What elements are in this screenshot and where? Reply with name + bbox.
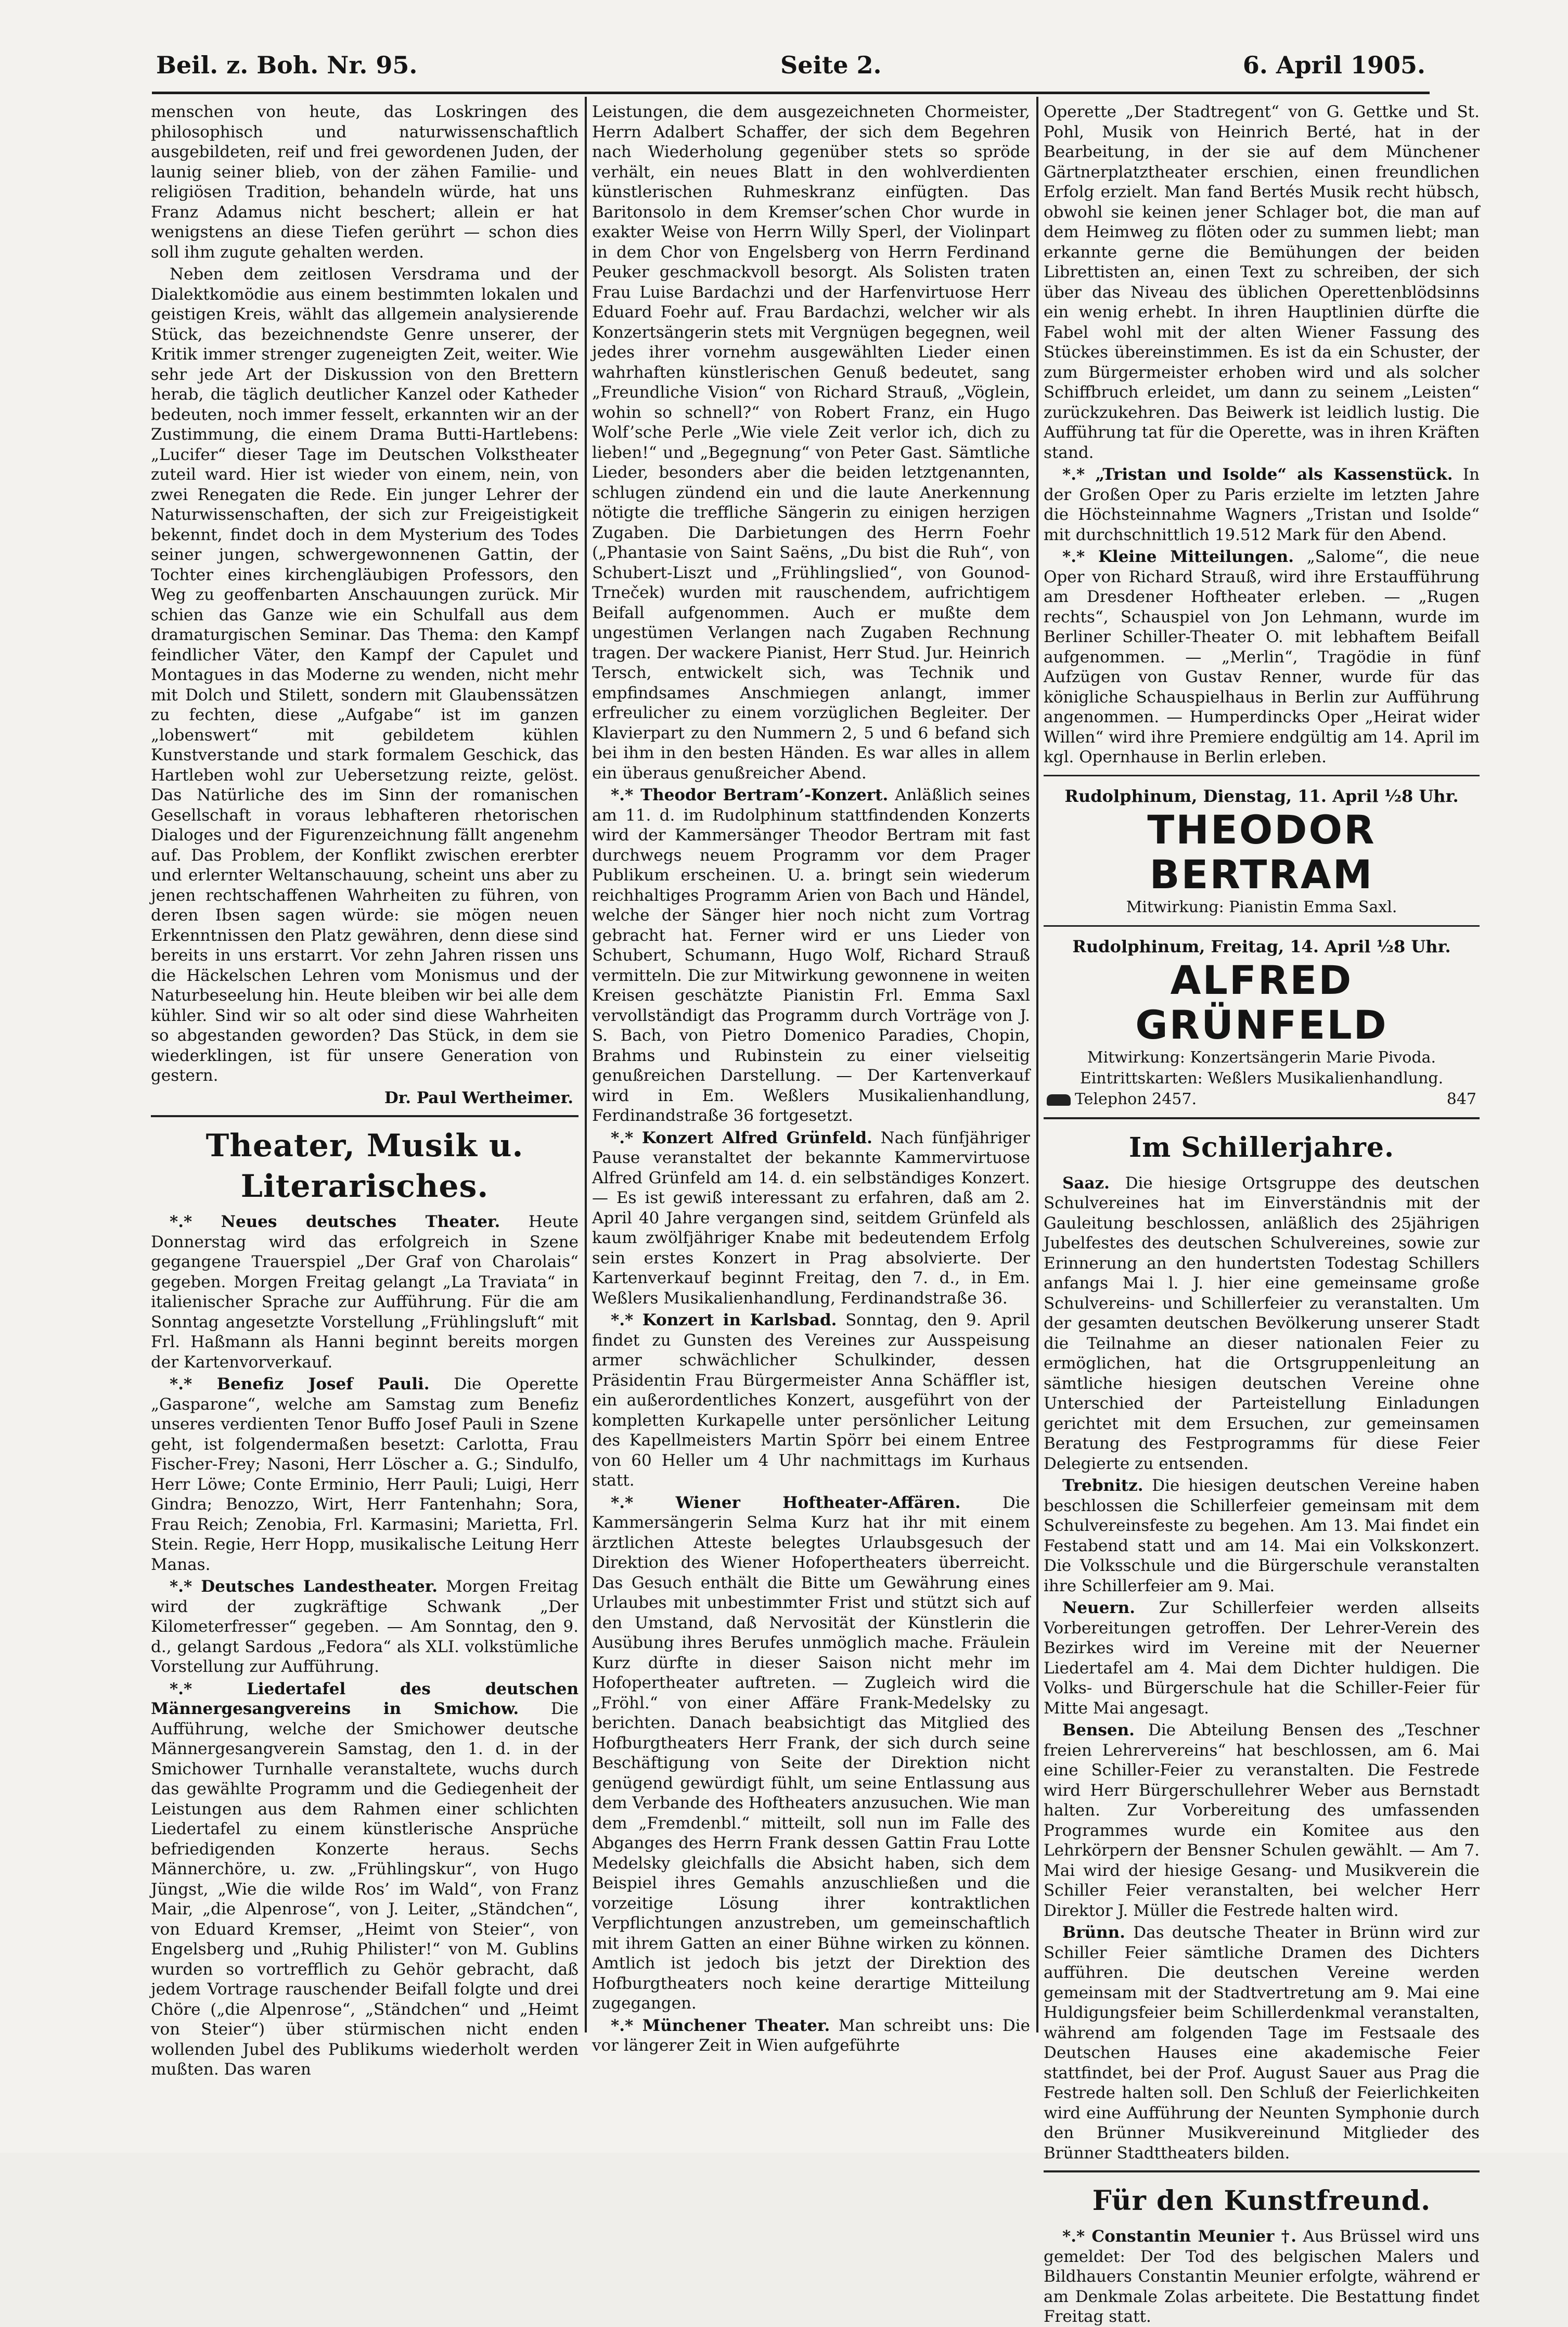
item-lead: Wiener Hoftheater-Affären. [675, 1493, 961, 1512]
item-text: Die Abteilung Bensen des „Teschner freien Lehrervereins“ hat beschlossen, am 6. Mai eine Schiller-Feier zu veranstalten. Die Festrede wird Herr Bürgerschullehrer Weber aus Bernstadt halten. Zur Vorbereitung des umfassenden Programmes wurde ein Komitee aus den Lehrkörpern der Bensner Schulen gewählt. — Am 7. Mai wird der hiesige Gesang- und Musikverein die Schiller Feier veranstalten, bei welcher Herr Direktor J. Müller die Festrede halten wird. [1044, 1721, 1480, 1920]
section-rule [1044, 1117, 1480, 1119]
ad-venue-date: Rudolphinum, Freitag, 14. April ½8 Uhr. [1072, 936, 1451, 956]
news-item [151, 1577, 579, 1677]
article-paragraph: Neben dem zeitlosen Versdrama und der Dialektkomödie aus einem bestimmten lokalen und geistigen Kreis, wählt das allgemein analysierende Stück, das bezeichnendste Genre unserer, der Kritik immer strenger zugeneigten Zeit, weiter. Wie sehr jede Art der Diskussion von den Brettern herab, die täglich deutlicher Kanzel oder Katheder bedeuten, noch immer fesselt, erkannten wir an der Zustimmung, die einem Drama Butti-Hartlebens: „Lucifer“ dieser Tage im Deutschen Volkstheater zuteil ward. Hier ist wieder von einem, nein, von zwei Renegaten die Rede. Ein junger Lehrer der Naturwissenschaften, der sich zur Freigeistigkeit bekennt, findet doch in dem Mysterium des Todes seiner jungen, schwergewonnenen Gattin, der Tochter eines kirchengläubigen Professors, den Weg zu geoffenbarten Anschauungen zurück. Mir schien das Ganze wie ein Schulfall aus dem dramaturgischen Seminar. Das Thema: den Kampf feindlicher Väter, den Kampf der Capulet und Montagues in das Moderne zu wenden, nicht mehr mit Dolch und Stilett, sondern mit Glaubenssätzen zu fechten, diese „Aufgabe“ ist im ganzen „lobenswert“ mit gebildetem kühlen Kunstverstande und stark formalem Geschick, das Hartleben wohl zur Uebersetzung reizte, gelöst. Das Natürliche des im Sinn der romanischen Gesellschaft in voraus lebhafteren rhetorischen Dialoges und der Figurenzeichnung fällt angenehm auf. Das Problem, der Konflikt zwischen ererbter und erlernter Weltanschauung, scheint uns aber zu jenen rechtschaffenen Wahrheiten zu führen, von deren Ibsen sagen würde: sie mögen neuen Erkenntnissen den Platz gewähren, denn diese sind bereits in uns erstarrt. Vor zehn Jahren rissen uns die Häckelschen Lehren vom Monismus und der Naturbeseelung hin. Heute bleiben wir bei alle dem kühler. Sind wir so alt oder sind diese Wahrheiten so abgestanden geworden? Das Stück, in dem sie wiederklingen, ist für unsere Generation von gestern. [151, 265, 579, 1085]
item-lead: Münchener Theater. [642, 2016, 830, 2035]
telephone-icon [1047, 1094, 1071, 1106]
issue-number: Beil. z. Boh. Nr. 95. [156, 51, 418, 79]
item-text: In der Großen Oper zu Paris erzielte im letzten Jahre die Höchsteinnahme Wagners „Tristan und Isolde“ mit durchschnittlich 19.512 Mark für den Abend. [1044, 465, 1480, 544]
section-heading-schiller: Im Schillerjahre. [1128, 1131, 1395, 1164]
item-text: Morgen Freitag wird der zugkräftige Schwank „Der Kilometerfresser“ gegeben. — Am Sonntag, den 9. d., gelangt Sardous „Fedora“ als XLI. volkstümliche Vorstellung zur Aufführung. [151, 1577, 579, 1676]
issue-date: 6. April 1905. [1242, 51, 1425, 79]
news-item [592, 2016, 1030, 2056]
ad-participation: Mitwirkung: Pianistin Emma Saxl. [1126, 898, 1397, 916]
item-lead: Bensen. [1062, 1721, 1135, 1740]
asterism-icon: *.* [611, 2016, 642, 2035]
section-heading-kunst: Für den Kunstfreund. [1092, 2185, 1431, 2217]
column-1 [151, 102, 579, 2095]
asterism-icon: *.* [611, 786, 641, 804]
item-text: Die hiesige Ortsgruppe des deutschen Schulvereines hat im Einverständnis mit der Gauleitung beschlossen, anläßlich des 25jährigen Jubelfestes des deutschen Schulvereines, sowie zur Erinnerung an den hundertsten Todestag Schillers anfangs Mai l. J. hier eine gemeinsame große Schulvereins- und Schillerfeier zu veranstalten. Um der gesamten deutschen Bevölkerung unserer Stadt die Teilnahme an dieser nationalen Feier zu ermöglichen, hat die Ortsgruppenleitung an sämtliche hiesigen deutschen Vereine ohne Unterschied der Parteistellung Einladungen gerichtet mit dem Ersuchen, zur gemeinsamen Beratung des Festprogramms für diese Feier Delegierte zu entsenden. [1044, 1173, 1480, 1473]
item-text: Aus Brüssel wird uns gemeldet: Der Tod des belgischen Malers und Bildhauers Constantin Meunier erfolgte, während er am Denkmale Zolas arbeitete. Die Bestattung findet Freitag statt. [1044, 2227, 1480, 2326]
item-lead: Constantin Meunier †. [1091, 2227, 1297, 2246]
news-item [1044, 1173, 1480, 1474]
item-lead: Deutsches Landestheater. [201, 1577, 438, 1596]
news-item [1044, 1598, 1480, 1718]
section-heading-theater: Theater, Musik u. Literarisches. [205, 1128, 524, 1205]
column-divider [1036, 97, 1038, 2032]
item-lead: Neuern. [1062, 1599, 1135, 1617]
news-item [1044, 1476, 1480, 1596]
ad-performer: ALFRED GRÜNFELD [1135, 956, 1388, 1048]
page-number: Seite 2. [780, 51, 882, 79]
page-header [156, 45, 1425, 92]
news-item [1044, 465, 1480, 545]
asterism-icon: *.* [170, 1375, 217, 1393]
column-2 [592, 102, 1030, 2095]
section-rule [151, 1115, 579, 1117]
column-3 [1044, 102, 1480, 2326]
header-rule [152, 92, 1430, 94]
item-text: Das deutsche Theater in Brünn wird zur Schiller Feier sämtliche Dramen des Dichters aufführen. Die deutschen Vereine werden gemeinsam mit der Stadtvertretung am 9. Mai eine Huldigungsfeier beim Schillerdenkmal veranstalten, während am folgenden Tage im Festsaale des Deutschen Hauses eine akademische Feier stattfindet, bei der Prof. August Sauer aus Prag die Festrede halten soll. Den Schluß der Feierlichkeiten wird eine Aufführung der Neunten Symphonie durch den Brünner Musikvereinund Mitglieder des Brünner Stadttheaters bilden. [1044, 1923, 1480, 2163]
news-item [592, 1493, 1030, 2014]
asterism-icon: *.* [1062, 547, 1098, 566]
news-item [1044, 547, 1480, 768]
asterism-icon: *.* [611, 1493, 676, 1512]
ad-performer: THEODOR BERTRAM [1147, 806, 1376, 898]
item-lead: Trebnitz. [1062, 1476, 1143, 1495]
section-rule [1044, 2170, 1480, 2172]
item-text: Die Kammersängerin Selma Kurz hat ihr mit einem ärztlichen Atteste belegtes Urlaubsgesuch der Direktion des Wiener Hofopertheaters überreicht. Das Gesuch enthält die Bitte um Gewährung eines Urlaubes mit unbestimmter Frist und stützt sich auf den Umstand, daß Nervosität der Künstlerin die Ausübung ihres Berufes unmöglich mache. Fräulein Kurz dürfte in dieser Saison nicht mehr im Hofopertheater auftreten. — Zugleich wird die „Fröhl.“ von einer Affäre Frank-Medelsky zu berichten. Danach beabsichtigt das Mitglied des Hofburgtheaters Herr Frank, der sich durch seine Beschäftigung von Seite der Direktion nicht genügend gewürdigt fühlt, um seine Entlassung aus dem Verbande des Hoftheaters anzusuchen. Wie man dem „Fremdenbl.“ mitteilt, soll nun im Falle des Abganges des Herrn Frank dessen Gattin Frau Lotte Medelsky gleichfalls die Absicht haben, sich dem Beispiel ihres Gemahls anzuschließen und die vorzeitige Lösung ihrer kontraktlichen Verpflichtungen anzustreben, um gemeinschaftlich mit ihrem Gatten an einer Bühne wirken zu können. Amtlich ist jedoch bis jetzt der Direktion des Hofburgtheaters noch keine derartige Mitteilung zugegangen. [592, 1493, 1030, 2013]
item-text: Heute Donnerstag wird das erfolgreich in Szene gegangene Trauerspiel „Der Graf von Charolais“ gegeben. Morgen Freitag gelangt „La Traviata“ in italienischer Sprache zur Aufführung. Für die am Sonntag angesetzte Vorstellung „Frühlingsluft“ mit Frl. Haßmann als Hanni beginnt bereits morgen der Kartenvorverkauf. [151, 1212, 579, 1372]
item-lead: Brünn. [1062, 1923, 1125, 1942]
item-lead: Theodor Bertram’-Konzert. [640, 786, 889, 804]
item-lead: Kleine Mitteilungen. [1098, 547, 1294, 566]
asterism-icon: *.* [170, 1212, 221, 1231]
column-divider [585, 97, 587, 2032]
item-text: Die Aufführung, welche der Smichower deutsche Männergesangverein Samstag, den 1. d. in der Smichower Turnhalle veranstaltete, wuchs durch das gewählte Programm und die Gediegenheit der Leistungen aus dem Rahmen einer schlichten Liedertafel zu einem künstlerische Ansprüche befriedigenden Konzerte heraus. Sechs Männerchöre, u. zw. „Frühlingskur“, von Hugo Jüngst, „Wie die wilde Ros’ im Wald“, von Franz Mair, „die Alpenrose“, von J. Leiter, „Ständchen“, von Eduard Kremser, „Heimt von Steier“, von Engelsberg und „Ruhig Philister!“ von M. Gublins wurden so vortrefflich zu Gehör gebracht, daß jedem Vortrage rauschender Beifall folgte und drei Chöre („die Alpenrose“, „Ständchen“ und „Heimt von Steier“) über stürmischen nicht enden wollenden Jubel des Publikums wiederholt werden mußten. Das waren [151, 1699, 579, 2079]
item-text: „Salome“, die neue Oper von Richard Strauß, wird ihre Erstaufführung am Dresdener Hoftheater erleben. — „Rugen rechts“, Schauspiel von Jon Lehmann, wurde im Berliner Schiller-Theater O. mit lebhaftem Beifall aufgenommen. — „Merlin“, Tragödie in fünf Aufzügen von Gustav Renner, wurde für das königliche Schauspielhaus in Berlin zur Aufführung angenommen. — Humperdincks Oper „Heirat wider Willen“ wird ihre Premiere endgültig am 14. April im kgl. Opernhause in Berlin erleben. [1044, 547, 1480, 766]
asterism-icon: *.* [1062, 2227, 1092, 2246]
news-item [592, 1310, 1030, 1491]
item-text: Sonntag, den 9. April findet zu Gunsten des Vereines zur Ausspeisung armer schwächlicher Schulkinder, dessen Präsidentin Frau Bürgermeister Anna Schäffler ist, ein außerordentliches Konzert, ausgeführt von der kompletten Kurkapelle unter persönlicher Leitung des Kapellmeisters Martin Spörr bei einem Entree von 60 Heller um 4 Uhr nachmittags im Kurhaus statt. [592, 1311, 1030, 1490]
news-item [1044, 1923, 1480, 2163]
ad-phone-row [1044, 1089, 1480, 1110]
ad-rule [1044, 775, 1480, 776]
item-lead: Konzert Alfred Grünfeld. [641, 1128, 872, 1147]
asterism-icon: *.* [611, 1128, 642, 1147]
ad-venue-date: Rudolphinum, Dienstag, 11. April ½8 Uhr. [1064, 786, 1459, 806]
news-item [592, 785, 1030, 1126]
news-item [592, 1128, 1030, 1309]
ad-phone-number: Telephon 2457. [1075, 1090, 1197, 1108]
item-lead: Neues deutsches Theater. [221, 1212, 500, 1231]
concert-ad-gruenfeld [1044, 935, 1480, 1110]
news-item [1044, 2227, 1480, 2327]
asterism-icon: *.* [1062, 465, 1096, 484]
article-paragraph: menschen von heute, das Loskringen des philosophisch und naturwissenschaftlich ausgebildeten, reif und frei gewordenen Juden, der launig seiner blieb, von der zähen Familie- und religiösen Tradition, behandeln würde, hat uns Franz Adamus nicht beschert; allein er hat wenigstens an diese Tiefen gerührt — schon dies soll ihm zugute gehalten werden. [151, 103, 579, 262]
item-text: Man schreibt uns: Die vor längerer Zeit in Wien aufgeführte [592, 2016, 1030, 2055]
ad-rule [1044, 925, 1480, 927]
ad-phone [1047, 1089, 1197, 1110]
ad-participation: Mitwirkung: Konzertsängerin Marie Pivoda. [1087, 1048, 1436, 1067]
item-text: Die Operette „Gasparone“, welche am Samstag zum Benefiz unseres verdienten Tenor Buffo Josef Pauli in Szene geht, ist folgendermaßen besetzt: Carlotta, Frau Fischer-Frey; Nasoni, Herr Löscher a. G.; Sindulfo, Herr Löwe; Conte Erminio, Herr Pauli; Luigi, Herr Gindra; Benozzo, Wirt, Herr Fantenhahn; Sora, Frau Reich; Zenobia, Frl. Karmasini; Marietta, Frl. Stein. Regie, Herr Hopp, musikalische Leitung Herr Manas. [151, 1375, 579, 1574]
item-text: Nach fünfjähriger Pause veranstaltet der bekannte Kammervirtuose Alfred Grünfeld am 14. d. ein selbständiges Konzert. — Es ist gewiß interessant zu erfahren, daß am 2. April 40 Jahre vergangen sind, seitdem Grünfeld als kaum zwölfjähriger Knabe mit bedeutendem Erfolg sein erstes Konzert in Prag absolvierte. Der Kartenverkauf beginnt Freitag, den 7. d., in Em. Weßlers Musikalienhandlung, Ferdinandstraße 36. [592, 1128, 1030, 1308]
item-lead: Konzert in Karlsbad. [642, 1311, 837, 1329]
news-item [151, 1212, 579, 1372]
concert-ad-bertram [1044, 785, 1480, 918]
author-signature: Dr. Paul Wertheimer. [384, 1088, 573, 1107]
ad-tickets: Eintrittskarten: Weßlers Musikalienhandlung. [1079, 1069, 1444, 1088]
item-lead: Benefiz Josef Pauli. [216, 1375, 430, 1393]
ad-code: 847 [1446, 1090, 1476, 1108]
asterism-icon: *.* [170, 1577, 201, 1596]
item-text: Zur Schillerfeier werden allseits Vorbereitungen getroffen. Der Lehrer-Verein des Bezirkes wird im Vereine mit der Neuerner Liedertafel am 4. Mai dem Dichter huldigen. Die Volks- und Bürgerschule hat die Schiller-Feier für Mitte Mai angesagt. [1044, 1599, 1480, 1718]
asterism-icon: *.* [170, 1679, 247, 1698]
news-item [151, 1679, 579, 2080]
item-lead: Saaz. [1062, 1173, 1110, 1193]
asterism-icon: *.* [611, 1311, 642, 1329]
news-item [1044, 1720, 1480, 1921]
news-item [151, 1374, 579, 1575]
item-lead: Liedertafel des deutschen Männergesangvereins in Smichow. [151, 1679, 579, 1718]
article-paragraph: Operette „Der Stadtregent“ von G. Gettke und St. Pohl, Musik von Heinrich Berté, hat in der Bearbeitung, in der sie auf dem Münchener Gärtnerplatztheater erschien, einen freundlichen Erfolg erzielt. Man fand Bertés Musik recht hübsch, obwohl sie keinen jener Schlager bot, die man auf dem Heimweg zu flöten oder zu summen liebt; man erkannte gerne die Bemühungen der beiden Librettisten an, einen Text zu schreiben, der sich über das Niveau des üblichen Operettenblödsinns ein wenig erhebt. In ihren Hauptlinien dürfte die Fabel wohl mit der alten Wiener Fassung des Stückes übereinstimmen. Es ist da ein Schuster, der zum Bürgermeister erhoben wird und als solcher Schiffbruch erleidet, um dann zu seinem „Leisten“ zurückzukehren. Das Beiwerk ist leidlich lustig. Die Aufführung tat für die Operette, was in ihren Kräften stand. [1044, 103, 1480, 462]
item-lead: „Tristan und Isolde“ als Kassenstück. [1095, 465, 1453, 484]
item-text: Die hiesigen deutschen Vereine haben beschlossen die Schillerfeier gemeinsam mit dem Schulvereinsfeste zu begehen. Am 13. Mai findet ein Festabend statt und am 14. Mai ein Volkskonzert. Die Volksschule und die Bürgerschule veranstalten ihre Schillerfeier am 9. Mai. [1044, 1476, 1480, 1595]
item-text: Anläßlich seines am 11. d. im Rudolphinum stattfindenden Konzerts wird der Kammersänger Theodor Bertram mit fast durchwegs neuem Programm vor dem Prager Publikum erscheinen. U. a. bringt sein wiederum reichhaltiges Programm Arien von Bach und Händel, welche der Sänger hier noch nicht zum Vortrag gebracht hat. Ferner wird er uns Lieder von Schubert, Schumann, Hugo Wolf, Richard Strauß vermitteln. Die zur Mitwirkung gewonnene in weiten Kreisen geschätzte Pianistin Frl. Emma Saxl vervollständigt das Programm durch Vorträge von J. S. Bach, von Pietro Domenico Paradies, Chopin, Brahms und Rubinstein zu einer vielseitig genußreichen Darstellung. — Der Kartenverkauf wird in Em. Weßlers Musikalienhandlung, Ferdinandstraße 36 fortgesetzt. [592, 786, 1030, 1125]
article-paragraph: Leistungen, die dem ausgezeichneten Chormeister, Herrn Adalbert Schaffer, der sich dem Begehren nach Wiederholung gegenüber stets so spröde verhält, ein neues Blatt in den wohlverdienten künstlerischen Ruhmeskranz einfügten. Das Baritonsolo in dem Kremser’schen Chor wurde in exakter Weise von Herrn Willy Sperl, der Violinpart in dem Chor von Engelsberg von Herrn Ferdinand Peuker geschmackvoll besorgt. Als Solisten traten Frau Luise Bardachzi und der Harfenvirtuose Herr Eduard Foehr auf. Frau Bardachzi, welcher wir als Konzertsängerin stets mit Vergnügen begegnen, weil jedes ihrer vornehm ausgewählten Lieder einen wahrhaften künstlerischen Genuß bedeutet, sang „Freundliche Vision“ von Richard Strauß, „Vöglein, wohin so schnell?“ von Robert Franz, ein Hugo Wolf’sche Perle „Wie viele Zeit verlor ich, dich zu lieben!“ und „Begegnung“ von Peter Gast. Sämtliche Lieder, besonders aber die beiden letztgenannten, schlugen zündend ein und die laute Anerkennung nötigte die treffliche Sängerin zu einigen herzigen Zugaben. Die Darbietungen des Herrn Foehr („Phantasie von Saint Saëns, „Du bist die Ruh“, von Schubert-Liszt und „Frühlingslied“, von Gounod-Trneček) wurden mit rauschendem, aufrichtigem Beifall aufgenommen. Auch er mußte dem ungestümen Verlangen nach Zugaben Rechnung tragen. Der wackere Pianist, Herr Stud. Jur. Heinrich Tersch, entwickelt sich, was Technik und empfindsames Anschmiegen anlangt, immer erfreulicher zu einem vorzüglichen Begleiter. Der Klavierpart zu den Nummern 2, 5 und 6 befand sich bei ihm in den besten Händen. Es war alles in allem ein überaus genußreicher Abend. [592, 103, 1030, 783]
